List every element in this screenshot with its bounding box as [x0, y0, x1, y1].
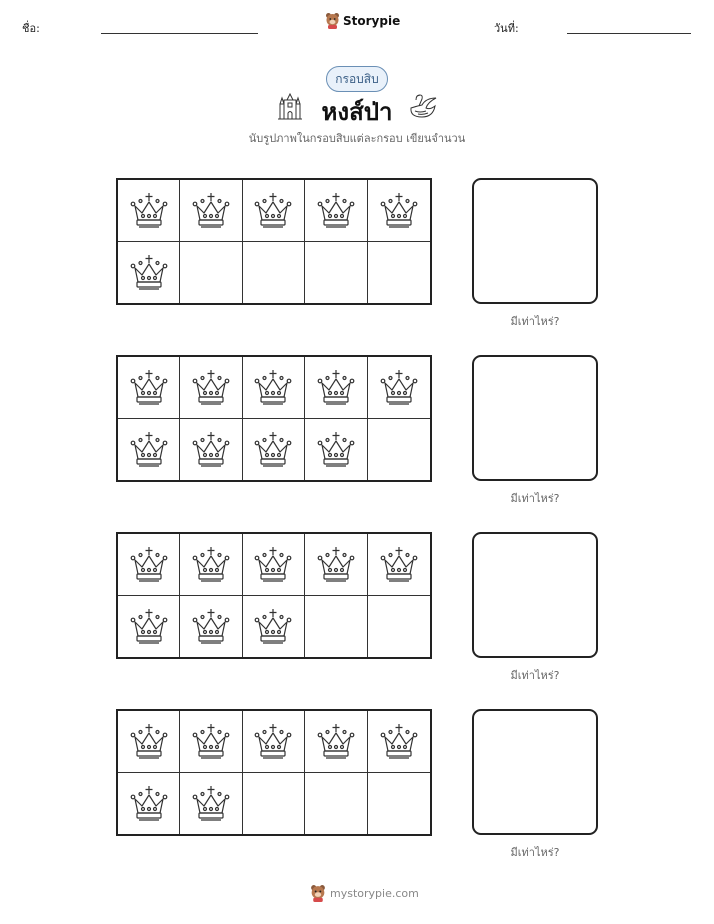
swan-icon — [406, 92, 438, 120]
crown-icon — [379, 721, 419, 761]
how-many-label: มีเท่าไหร่? — [510, 846, 560, 859]
crown-icon — [191, 783, 231, 823]
crown-icon — [316, 367, 356, 407]
brand-name: Storypie — [343, 13, 401, 28]
ten-frame-cell — [243, 357, 305, 419]
ten-frame-cell — [305, 419, 367, 481]
ten-frame-cell — [180, 180, 242, 242]
crown-icon — [253, 544, 293, 584]
ten-frame-cell — [180, 534, 242, 596]
crown-icon — [316, 721, 356, 761]
crown-icon — [191, 544, 231, 584]
ten-frame-cell — [305, 242, 367, 304]
crown-icon — [191, 721, 231, 761]
footer-site: mystorypie.com — [330, 886, 419, 900]
crown-icon — [316, 429, 356, 469]
crown-icon — [253, 429, 293, 469]
footer — [310, 884, 419, 902]
ten-frame-cell — [243, 242, 305, 304]
date-line[interactable] — [567, 33, 691, 34]
ten-frame-cell — [368, 711, 430, 773]
ten-frame-cell — [118, 357, 180, 419]
ten-frame — [116, 709, 432, 836]
crown-icon — [191, 367, 231, 407]
answer-box[interactable] — [472, 355, 598, 481]
brand-logo — [325, 12, 400, 29]
ten-frame-cell — [118, 242, 180, 304]
instructions: นับรูปภาพในกรอบสิบแต่ละกรอบ เขียนจำนวน — [248, 132, 466, 145]
crown-icon — [129, 544, 169, 584]
crown-icon — [253, 190, 293, 230]
ten-frame-cell — [243, 773, 305, 835]
ten-frame-cell — [243, 180, 305, 242]
ten-frame-cell — [118, 419, 180, 481]
topic-badge: กรอบสิบ — [326, 66, 388, 92]
crown-icon — [191, 429, 231, 469]
ten-frame-cell — [368, 596, 430, 658]
ten-frame-cell — [305, 357, 367, 419]
ten-frame-cell — [118, 596, 180, 658]
ten-frame-cell — [243, 596, 305, 658]
ten-frame-cell — [180, 711, 242, 773]
crown-icon — [129, 252, 169, 292]
ten-frame-cell — [243, 419, 305, 481]
ten-frame-cell — [368, 357, 430, 419]
answer-box[interactable] — [472, 709, 598, 835]
ten-frame-cell — [180, 242, 242, 304]
how-many-label: มีเท่าไหร่? — [510, 669, 560, 682]
ten-frame-cell — [368, 534, 430, 596]
how-many-label: มีเท่าไหร่? — [510, 315, 560, 328]
ten-frame-cell — [305, 596, 367, 658]
ten-frame-cell — [305, 534, 367, 596]
answer-box[interactable] — [472, 178, 598, 304]
crown-icon — [316, 190, 356, 230]
crown-icon — [129, 783, 169, 823]
name-line[interactable] — [101, 33, 258, 34]
ten-frame — [116, 178, 432, 305]
ten-frame-cell — [118, 180, 180, 242]
crown-icon — [129, 721, 169, 761]
ten-frame-cell — [118, 534, 180, 596]
ten-frame-cell — [305, 773, 367, 835]
ten-frame-cell — [243, 534, 305, 596]
worksheet-title: หงส์ป่า — [321, 98, 393, 126]
crown-icon — [379, 544, 419, 584]
crown-icon — [129, 606, 169, 646]
bear-mascot-icon — [310, 884, 326, 902]
crown-icon — [379, 367, 419, 407]
crown-icon — [191, 606, 231, 646]
ten-frame-cell — [368, 242, 430, 304]
how-many-label: มีเท่าไหร่? — [510, 492, 560, 505]
ten-frame-cell — [368, 773, 430, 835]
ten-frame-cell — [243, 711, 305, 773]
ten-frame-cell — [368, 419, 430, 481]
name-label: ชื่อ: — [22, 22, 40, 35]
crown-icon — [129, 367, 169, 407]
crown-icon — [191, 190, 231, 230]
ten-frame-cell — [180, 596, 242, 658]
ten-frame-cell — [305, 180, 367, 242]
crown-icon — [253, 606, 293, 646]
ten-frame — [116, 532, 432, 659]
date-label: วันที่: — [494, 22, 519, 35]
ten-frame — [116, 355, 432, 482]
crown-icon — [316, 544, 356, 584]
ten-frame-cell — [180, 773, 242, 835]
bear-mascot-icon — [325, 12, 340, 29]
answer-box[interactable] — [472, 532, 598, 658]
ten-frame-cell — [305, 711, 367, 773]
ten-frame-cell — [118, 773, 180, 835]
crown-icon — [253, 367, 293, 407]
crown-icon — [379, 190, 419, 230]
ten-frame-cell — [368, 180, 430, 242]
crown-icon — [129, 429, 169, 469]
crown-icon — [253, 721, 293, 761]
ten-frame-cell — [180, 357, 242, 419]
ten-frame-cell — [118, 711, 180, 773]
ten-frame-cell — [180, 419, 242, 481]
crown-icon — [129, 190, 169, 230]
